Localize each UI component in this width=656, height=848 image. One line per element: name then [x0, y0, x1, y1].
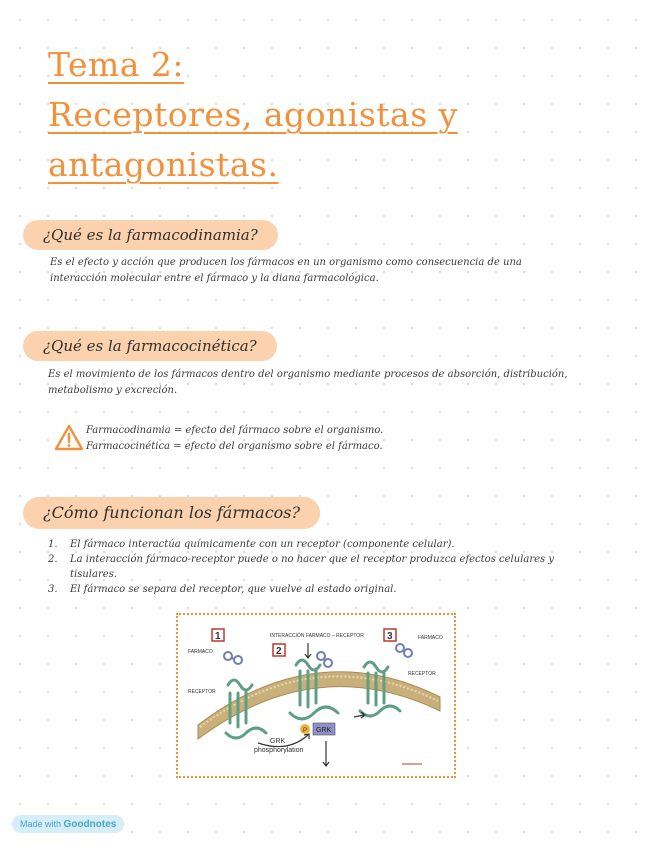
farmacocinetica-definition [48, 367, 608, 399]
label-p: P [303, 728, 308, 734]
step-number: 3. [48, 584, 58, 595]
step-text: La interacción fármaco-receptor puede o no hacer que el receptor produzca efectos celulares y [70, 554, 554, 565]
made-with-label: Made with [20, 819, 62, 829]
step-number-3: 3 [387, 631, 393, 642]
step-number: 2. [48, 554, 58, 565]
label-phosphorylation: phosphorylation [254, 747, 304, 754]
label-interaccion: INTERACCIÓN FARMACO – RECEPTOR [270, 633, 364, 639]
section-heading-farmacocinetica: ¿Qué es la farmacocinética? [23, 331, 277, 361]
list-item [48, 552, 588, 582]
step-text: El fármaco interactúa químicamente con un receptor (componente celular). [70, 539, 455, 550]
note-farmacodinamia: Farmacodinamia = efecto del fármaco sobre el organismo. [86, 425, 384, 436]
step-text-continued: tisulares. [70, 569, 117, 580]
step-number-2: 2 [276, 646, 282, 657]
step-text: El fármaco se separa del receptor, que vuelve al estado original. [70, 584, 397, 595]
drug-molecule [224, 652, 242, 664]
text-line: interacción molecular entre el fármaco y la diana farmacológica. [50, 273, 379, 284]
receptor-diagram [176, 613, 456, 778]
receptor-illustration [178, 615, 454, 776]
label-receptor-right: RECEPTOR [408, 671, 436, 677]
label-farmaco-left: FARMACO [188, 649, 213, 655]
steps-list [48, 537, 588, 597]
label-grk-box: GRK [316, 727, 332, 734]
label-grk: GRK [270, 738, 286, 745]
page-title [48, 40, 608, 190]
text-line: Es el efecto y acción que producen los fármacos en un organismo como consecuencia de una [50, 257, 522, 268]
warning-triangle-icon [54, 423, 84, 453]
section-heading-funcionamiento: ¿Cómo funcionan los fármacos? [23, 497, 320, 529]
step-number: 1. [48, 539, 58, 550]
made-with-goodnotes-badge [12, 815, 124, 833]
list-item [48, 537, 588, 552]
title-line-2: Receptores, agonistas y [48, 95, 458, 134]
label-farmaco-right: FARMACO [418, 635, 443, 641]
step-number-1: 1 [215, 631, 221, 642]
text-line: Es el movimiento de los fármacos dentro del organismo mediante procesos de absorción, distribución, [48, 369, 568, 380]
title-line-3: antagonistas. [48, 145, 279, 184]
drug-molecule [396, 644, 412, 657]
brand-label: Goodnotes [63, 819, 117, 830]
note-farmacocinetica: Farmacocinética = efecto del organismo sobre el fármaco. [86, 441, 383, 452]
section-heading-farmacodinamia: ¿Qué es la farmacodinamia? [23, 220, 278, 250]
title-line-1: Tema 2: [48, 45, 185, 84]
warning-note [54, 423, 574, 459]
list-item [48, 582, 588, 597]
text-line: metabolismo y excreción. [48, 385, 178, 396]
label-receptor-left: RECEPTOR [188, 689, 216, 695]
farmacodinamia-definition [50, 255, 610, 287]
